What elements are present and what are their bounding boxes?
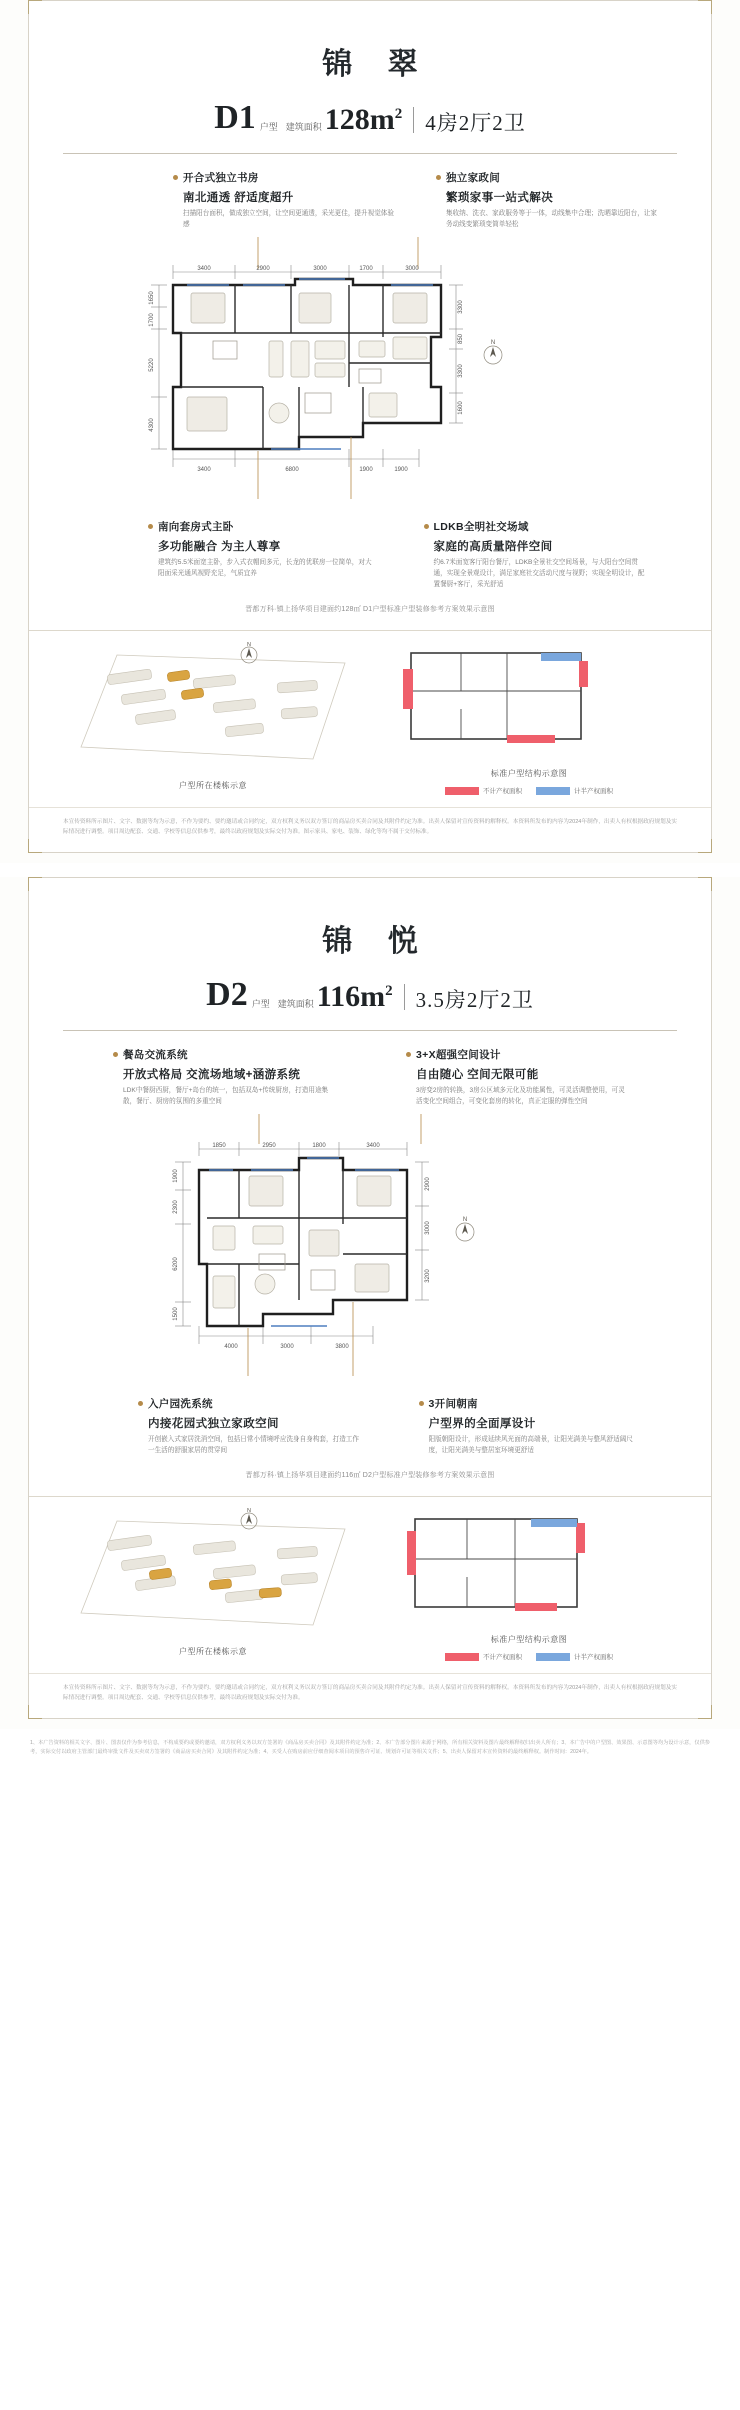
svg-text:N: N: [490, 339, 496, 346]
svg-text:1850: 1850: [212, 1142, 226, 1149]
svg-text:1650: 1650: [149, 291, 155, 305]
callout-title: 3开间朝南: [428, 1397, 478, 1410]
svg-text:2900: 2900: [256, 265, 270, 272]
legend-swatch-red: [445, 787, 479, 795]
svg-text:1900: 1900: [173, 1169, 179, 1183]
callout-body: 集收纳、洗衣、家政服务等于一体，动线集中合理；洗晒靠近阳台，让家务动线变繁琐变简单轻松: [446, 210, 657, 228]
svg-text:3000: 3000: [280, 1343, 294, 1350]
bullet-dot-icon: [436, 175, 441, 180]
site-plan-d2-svg: [63, 1505, 363, 1635]
callout-title: 入户园洗系统: [148, 1397, 213, 1410]
structure-caption-d2: 标准户型结构示意图: [490, 1635, 568, 1645]
structure-diagram-d1: [381, 639, 677, 795]
svg-text:3000: 3000: [405, 265, 419, 272]
callout-body: 约6.7米面宽客厅阳台餐厅，LDKB全景社交空间场景，与大阳台空间贯通，实现全景观设计，满足家庭社交活动尺度与视野；实现全明设计，配置餐厨+客厅，采光舒适: [433, 558, 645, 588]
callout-subtitle: 多功能融合 为主人尊享: [158, 540, 281, 553]
subhead-divider: [404, 984, 405, 1010]
section-gap: [0, 863, 740, 877]
structure-legend-d2: [381, 1652, 677, 1661]
page-title-d1: 锦 翠: [322, 48, 432, 81]
room-config-d1: 4房2厅2卫: [425, 111, 526, 135]
site-plan-caption-d2: 户型所在楼栋示意: [179, 1647, 247, 1657]
callout-subtitle: 家庭的高质量陪伴空间: [433, 540, 553, 553]
subhead-d1: [29, 89, 711, 145]
legend-label: 计半产权面积: [574, 788, 613, 796]
unit-code-d1: D1: [214, 99, 256, 136]
title-block-d2: [29, 878, 711, 966]
corner-ornament-bl: [28, 839, 42, 853]
site-plan-d1: [63, 639, 363, 795]
area-value-d2: $116m^2$: [316, 979, 393, 1013]
svg-text:4300: 4300: [149, 418, 155, 432]
legend-item: [445, 786, 522, 795]
compass-icon-d2: [456, 1217, 474, 1241]
area-label-d2: 建筑面积: [277, 998, 314, 1009]
callout-title: 南向套房式主卧: [158, 520, 234, 533]
site-plan-d2: [63, 1505, 363, 1661]
top-callouts-d2: [29, 1031, 711, 1108]
section-d1-frame: [28, 0, 712, 853]
top-callouts-d1: [29, 154, 711, 231]
svg-text:1900: 1900: [359, 466, 373, 473]
svg-text:1900: 1900: [394, 466, 408, 473]
section-d2-frame: [28, 877, 712, 1719]
callout-body: 扫描阳台面积，做成独立空间，让空间更通透，采光更佳，提升视觉体验感: [183, 210, 394, 228]
svg-text:3400: 3400: [197, 265, 211, 272]
callout-body: 阳版朝阳设计，形成延续风光面的高端景，让阳光满美与整风舒适阔尺度，让阳光满美与整居室环境更舒适: [428, 1435, 633, 1454]
svg-text:2950: 2950: [262, 1142, 276, 1149]
legend-item: [445, 1652, 522, 1661]
area-value-d1: $128m^2$: [324, 103, 403, 136]
corner-ornament-br: [698, 1705, 712, 1719]
callout-d2-entry: [138, 1396, 397, 1457]
site-plan-d1-svg: [63, 639, 363, 769]
callout-d2-flexspace: [406, 1047, 677, 1108]
svg-text:2900: 2900: [425, 1177, 431, 1191]
bullet-dot-icon: [173, 175, 178, 180]
legend-swatch-blue: [536, 1653, 570, 1661]
lower-band-d2: [29, 1497, 711, 1667]
svg-text:3800: 3800: [335, 1343, 349, 1350]
bullet-dot-icon: [148, 524, 153, 529]
unit-code-label-d2: 户型: [251, 998, 270, 1009]
svg-text:850: 850: [458, 333, 464, 344]
disclaimer-d1: 本宣传资料所示图片、文字、数据等均为示意，不作为要约、要约邀请或合同约定，双方权利义务以双方签订的商品房买卖合同及其附件约定为准。出卖人保留对宣传资料的解释权。本资料所发布的内容为2024年制作，出卖人有权根据政府规划及实际情况进行调整。项目周边配套、交通、学校等信息仅供参考，最终以政府规划及实际交付为准。图示家具、家电、装饰、绿化等均不属于交付标准。: [29, 807, 711, 852]
callout-title: 开合式独立书房: [183, 172, 259, 184]
room-config-d2: 3.5房2厅2卫: [415, 987, 534, 1012]
svg-text:3000: 3000: [425, 1221, 431, 1235]
subhead-d2: [29, 966, 711, 1022]
callout-subtitle: 繁琐家事一站式解决: [446, 192, 554, 204]
svg-text:3000: 3000: [313, 265, 327, 272]
callout-subtitle: 开放式格局 交流场地域+涵游系统: [123, 1068, 301, 1081]
svg-text:6200: 6200: [173, 1257, 179, 1271]
unit-code-d2: D2: [206, 975, 248, 1013]
title-block-d1: [29, 1, 711, 89]
svg-text:3200: 3200: [425, 1269, 431, 1283]
corner-ornament-tr: [698, 877, 712, 891]
section-d2: [0, 877, 740, 1729]
svg-text:1500: 1500: [173, 1307, 179, 1321]
svg-text:N: N: [247, 642, 251, 649]
callout-title: 餐岛交流系统: [123, 1048, 188, 1061]
plan-note-d1: 晋都万科·镇上扬华项目建面约128㎡ D1户型标准户型装修参考方案效果示意图: [245, 606, 495, 614]
disclaimer-d2: 本宣传资料所示图片、文字、数据等均为示意，不作为要约、要约邀请或合同约定，双方权利义务以双方签订的商品房买卖合同及其附件约定为准。出卖人保留对宣传资料的解释权。本资料所发布的内容为2024年制作，出卖人有权根据政府规划及实际情况进行调整。项目周边配套、交通、学校等信息仅供参考，最终以政府规划及实际交付为准。: [29, 1673, 711, 1718]
legend-label: 计半产权面积: [574, 1654, 613, 1662]
callout-d1-housekeeping: [436, 170, 677, 231]
bullet-dot-icon: [424, 524, 429, 529]
page-footnote: 1、本广告资料的相关文字、图片、图表仅作为参考信息，不构成要约或要约邀请，双方权利义务以双方签署的《商品房买卖合同》及其附件约定为准；2、本广告部分图片来源于网络，所有相关资料及图片最终解释权归出卖人所有；3、本广告中的户型图、效果图、示意图等均为设计示意，仅供参考，实际交付以政府主管部门最终审批文件及买卖双方签署的《商品房买卖合同》及其附件约定为准；4、买受人在购房前应仔细查阅本项目的预售许可证、规划许可证等相关文件；5、出卖人保留对本宣传资料的最终解释权。制作时间：2024年。: [0, 1729, 740, 1772]
bottom-callouts-d1: [29, 515, 711, 591]
svg-text:1700: 1700: [149, 313, 155, 327]
subhead-divider: [413, 107, 414, 133]
lower-band-d1: [29, 631, 711, 801]
legend-swatch-blue: [536, 787, 570, 795]
bullet-dot-icon: [138, 1401, 143, 1406]
page-title-d2: 锦 悦: [322, 924, 432, 958]
callout-subtitle: 自由随心 空间无限可能: [416, 1068, 539, 1081]
plan-note-d2: 晋都万科·镇上扬华项目建面约116㎡ D2户型标准户型装修参考方案效果示意图: [245, 1472, 495, 1480]
corner-ornament-tr: [698, 0, 712, 14]
svg-text:1800: 1800: [312, 1142, 326, 1149]
callout-body: 3房变2房的转换，3房公区域多元化及功能属性，可灵活调整使用，可灵活变化空间组合，可变化套房的转化，真正定服的弹性空间: [416, 1086, 625, 1105]
unit-code-label-d1: 户型: [259, 121, 278, 132]
callout-subtitle: 内接花园式独立家政空间: [148, 1417, 279, 1430]
callout-title: LDKB全明社交场域: [433, 520, 529, 533]
legend-item: [536, 1652, 613, 1661]
svg-text:1700: 1700: [359, 265, 373, 272]
structure-caption-d1: 标准户型结构示意图: [490, 769, 568, 779]
structure-legend-d1: [381, 786, 677, 795]
svg-text:3400: 3400: [366, 1142, 380, 1149]
svg-text:1600: 1600: [458, 401, 464, 415]
svg-text:4000: 4000: [224, 1343, 238, 1350]
svg-text:3300: 3300: [458, 364, 464, 378]
svg-text:6800: 6800: [285, 466, 299, 473]
svg-text:N: N: [462, 1216, 468, 1223]
callout-d1-master: [148, 519, 402, 591]
callout-title: 3+X超强空间设计: [416, 1048, 501, 1061]
site-plan-caption-d1: 户型所在楼栋示意: [179, 781, 247, 791]
bullet-dot-icon: [406, 1052, 411, 1057]
callout-d1-ldkb: [424, 519, 678, 591]
legend-label: 不计产权面积: [483, 788, 522, 796]
corner-ornament-tl: [28, 0, 42, 14]
callout-subtitle: 南北通透 舒适度超升: [183, 192, 294, 204]
structure-diagram-d2: [381, 1505, 677, 1661]
callout-subtitle: 户型界的全面厚设计: [428, 1417, 536, 1430]
bullet-dot-icon: [113, 1052, 118, 1057]
area-label-d1: 建筑面积: [285, 121, 322, 132]
callout-body: 建筑约5.5米面宽主卧，步入式衣帽间多元，长龙的优联房一位简单，对大阳面采光通风视野充足，气质宜养: [158, 558, 372, 577]
callout-d2-dining: [113, 1047, 384, 1108]
corner-ornament-tl: [28, 877, 42, 891]
compass-icon-d1: [484, 340, 502, 364]
legend-label: 不计产权面积: [483, 1654, 522, 1662]
bottom-callouts-d2: [29, 1392, 711, 1457]
structure-diagram-d2-svg: [381, 1505, 611, 1623]
callout-title: 独立家政间: [446, 172, 500, 184]
legend-swatch-red: [445, 1653, 479, 1661]
svg-text:5220: 5220: [149, 358, 155, 372]
callout-body: 开创嵌入式家居洗消空间，包括日常小情境呼应洗身自身构套，打造工作一生活的舒服家居的贯穿间: [148, 1435, 359, 1454]
legend-item: [536, 786, 613, 795]
section-d1: [0, 0, 740, 863]
structure-diagram-d1-svg: [381, 639, 611, 757]
callout-d1-study: [173, 170, 414, 231]
bullet-dot-icon: [419, 1401, 424, 1406]
svg-text:N: N: [247, 1508, 251, 1515]
svg-text:3300: 3300: [458, 300, 464, 314]
corner-ornament-bl: [28, 1705, 42, 1719]
svg-text:2300: 2300: [173, 1200, 179, 1214]
callout-body: LDK中餐厨西厨，餐厅+岛台的统一，包括双岛+传统厨房，打造用途集散，餐厅、厨房的氛围的多重空间: [123, 1086, 329, 1105]
callout-d2-southfacing: [419, 1396, 678, 1457]
svg-text:3400: 3400: [197, 466, 211, 473]
corner-ornament-br: [698, 839, 712, 853]
